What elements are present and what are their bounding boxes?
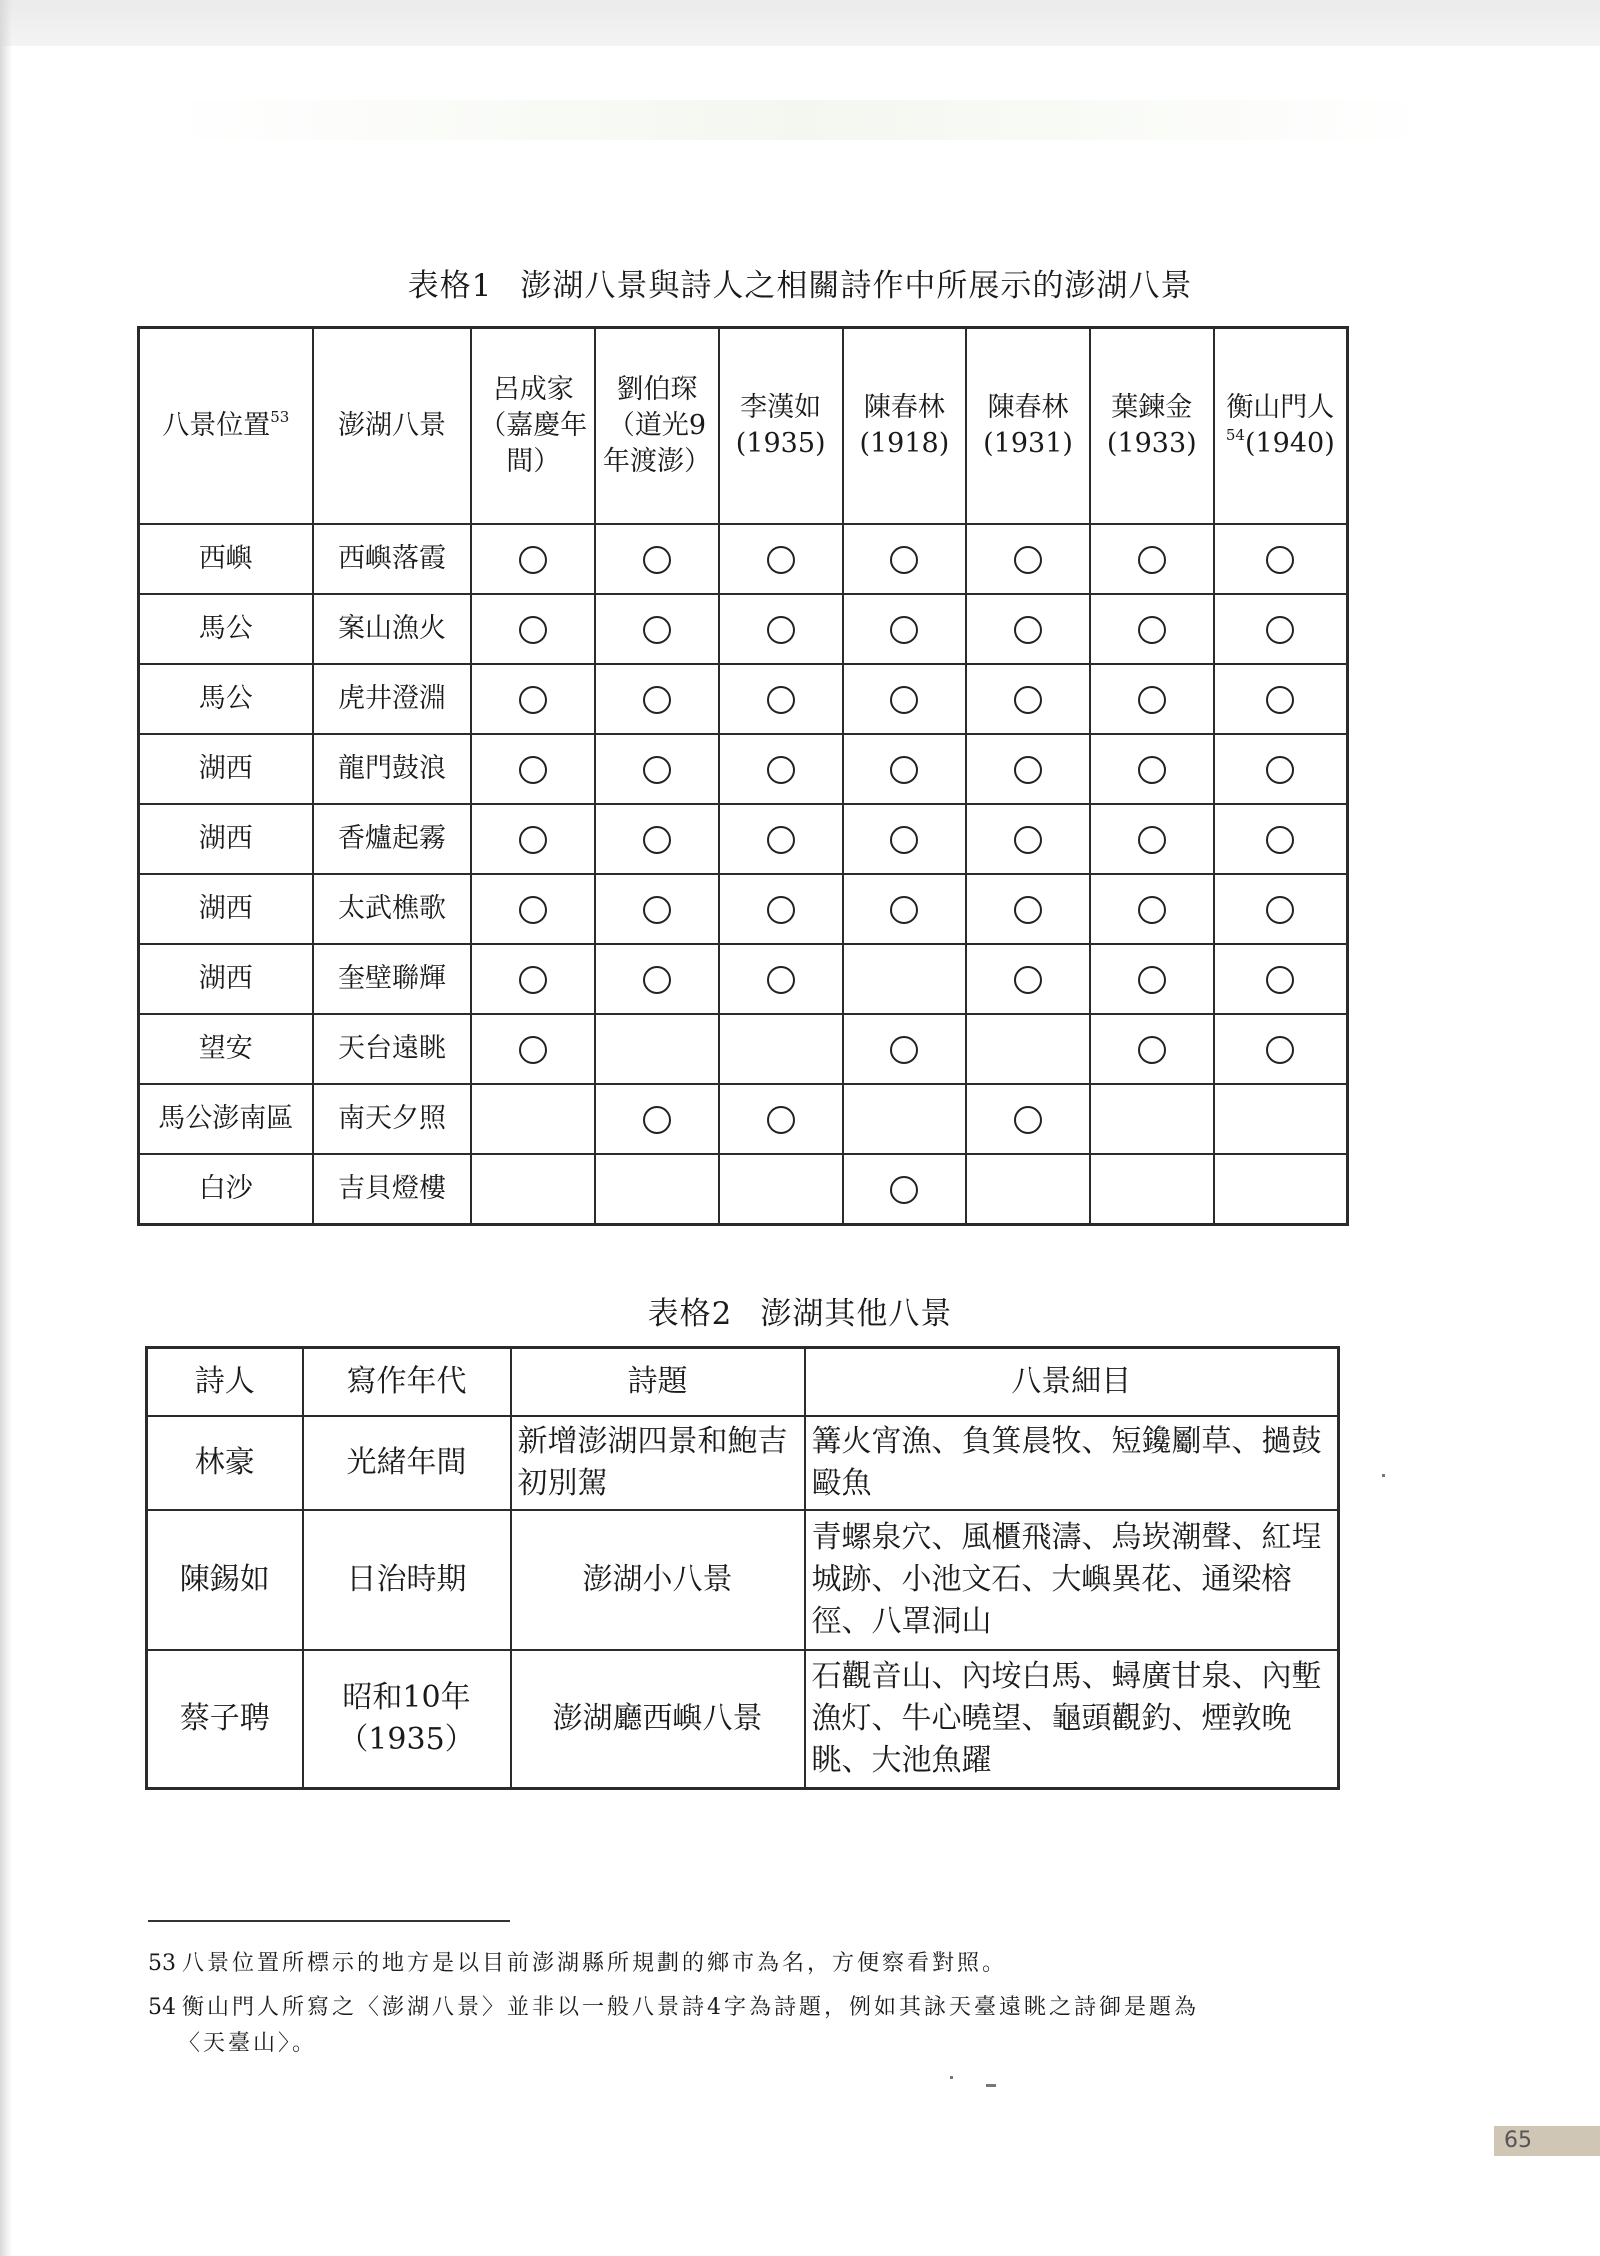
table-row xyxy=(139,1084,1348,1154)
circle-mark-icon xyxy=(890,546,918,574)
table-row xyxy=(139,1014,1348,1084)
cell-mark xyxy=(595,804,719,874)
cell-mark xyxy=(719,944,843,1014)
footnote-ref-53: 53 xyxy=(270,408,290,426)
circle-mark-icon xyxy=(890,1176,918,1204)
table2-header-row xyxy=(147,1348,1339,1417)
circle-mark-icon xyxy=(767,1106,795,1134)
cell-mark xyxy=(1090,1014,1214,1084)
table2 xyxy=(145,1346,1340,1790)
cell-mark xyxy=(719,1014,843,1084)
cell-location: 湖西 xyxy=(139,734,313,804)
circle-mark-icon xyxy=(1266,1036,1294,1064)
cell-mark xyxy=(471,524,595,594)
circle-mark-icon xyxy=(519,546,547,574)
cell-mark xyxy=(843,734,967,804)
header-poet-7 xyxy=(1214,328,1348,525)
table-row xyxy=(147,1416,1339,1510)
table1-caption-label: 表格1 xyxy=(407,268,493,304)
circle-mark-icon xyxy=(1014,966,1042,994)
scan-speck xyxy=(950,2076,953,2079)
circle-mark-icon xyxy=(767,616,795,644)
cell-scene: 龍門鼓浪 xyxy=(313,734,472,804)
circle-mark-icon xyxy=(767,966,795,994)
table-row xyxy=(139,594,1348,664)
cell-mark xyxy=(1090,804,1214,874)
circle-mark-icon xyxy=(890,616,918,644)
circle-mark-icon xyxy=(1014,826,1042,854)
cell-mark xyxy=(595,1154,719,1225)
cell-mark xyxy=(1214,524,1348,594)
header-poet-6 xyxy=(1090,328,1214,525)
cell-mark xyxy=(595,734,719,804)
circle-mark-icon xyxy=(767,896,795,924)
cell-location: 湖西 xyxy=(139,804,313,874)
cell-mark xyxy=(966,1154,1090,1225)
table-row xyxy=(139,1154,1348,1225)
footnote-54-text: 衡山門人所寫之〈澎湖八景〉並非以一般八景詩4字為詩題，例如其詠天臺遠眺之詩御是題為 xyxy=(182,1995,1200,2020)
cell-mark xyxy=(843,944,967,1014)
cell-mark xyxy=(595,874,719,944)
cell-mark xyxy=(1090,1084,1214,1154)
cell-mark xyxy=(471,1084,595,1154)
header-poet-4 xyxy=(843,328,967,525)
cell-poet: 蔡子聘 xyxy=(147,1650,303,1789)
footnote-54-number: 54 xyxy=(148,1995,176,2020)
cell-mark xyxy=(595,1014,719,1084)
cell-mark xyxy=(471,594,595,664)
circle-mark-icon xyxy=(1138,826,1166,854)
circle-mark-icon xyxy=(643,1106,671,1134)
page-number: 65 xyxy=(1494,2126,1600,2156)
header-poet-1-text: 呂成家（嘉慶年間） xyxy=(479,374,588,477)
cell-mark xyxy=(595,524,719,594)
cell-mark xyxy=(1090,664,1214,734)
cell-mark xyxy=(1214,944,1348,1014)
cell-mark xyxy=(1214,1014,1348,1084)
cell-mark xyxy=(843,874,967,944)
header-poet-7-text: 衡山門人 xyxy=(1226,392,1335,423)
scan-left-edge xyxy=(0,0,12,2256)
cell-mark xyxy=(719,664,843,734)
header-poet-2 xyxy=(595,328,719,525)
cell-mark xyxy=(966,664,1090,734)
table1-header-row xyxy=(139,328,1348,525)
cell-era: 日治時期 xyxy=(303,1510,511,1650)
cell-mark xyxy=(471,1154,595,1225)
cell-location: 馬公 xyxy=(139,594,313,664)
scan-bleed-shadow xyxy=(160,100,1440,140)
scan-speck xyxy=(986,2084,996,2087)
header-poet-3-text: 李漢如(1935) xyxy=(735,392,826,459)
cell-items: 篝火宵漁、負箕晨牧、短鑱劚草、撾鼓毆魚 xyxy=(805,1416,1339,1510)
cell-items: 青螺泉穴、風櫃飛濤、烏崁潮聲、紅埕城跡、小池文石、大嶼異花、通梁榕徑、八罩洞山 xyxy=(805,1510,1339,1650)
header-poet-5 xyxy=(966,328,1090,525)
header-title-text: 詩題 xyxy=(627,1364,688,1399)
circle-mark-icon xyxy=(1014,756,1042,784)
circle-mark-icon xyxy=(1266,966,1294,994)
circle-mark-icon xyxy=(1138,616,1166,644)
footnote-54 xyxy=(148,1988,1388,2028)
circle-mark-icon xyxy=(1014,686,1042,714)
cell-mark xyxy=(966,594,1090,664)
table-row xyxy=(139,524,1348,594)
table2-caption xyxy=(0,1288,1600,1333)
cell-mark xyxy=(1214,804,1348,874)
header-poet-3 xyxy=(719,328,843,525)
header-location xyxy=(139,328,313,525)
circle-mark-icon xyxy=(519,756,547,784)
circle-mark-icon xyxy=(1138,896,1166,924)
cell-scene: 太武樵歌 xyxy=(313,874,472,944)
circle-mark-icon xyxy=(519,686,547,714)
cell-location: 望安 xyxy=(139,1014,313,1084)
cell-scene: 香爐起霧 xyxy=(313,804,472,874)
cell-mark xyxy=(471,664,595,734)
header-poet-1 xyxy=(471,328,595,525)
header-scene xyxy=(313,328,472,525)
circle-mark-icon xyxy=(643,896,671,924)
cell-mark xyxy=(843,1154,967,1225)
header-poet-6-text: 葉鍊金(1933) xyxy=(1106,392,1197,459)
table1-caption xyxy=(0,260,1600,305)
header-title xyxy=(511,1348,805,1417)
circle-mark-icon xyxy=(519,616,547,644)
circle-mark-icon xyxy=(643,756,671,784)
cell-poet: 林豪 xyxy=(147,1416,303,1510)
cell-mark xyxy=(843,804,967,874)
circle-mark-icon xyxy=(1138,546,1166,574)
circle-mark-icon xyxy=(890,826,918,854)
scan-top-band xyxy=(0,0,1600,46)
cell-mark xyxy=(843,524,967,594)
cell-mark xyxy=(719,734,843,804)
circle-mark-icon xyxy=(1014,1106,1042,1134)
cell-location: 白沙 xyxy=(139,1154,313,1225)
circle-mark-icon xyxy=(1266,686,1294,714)
cell-scene: 虎井澄淵 xyxy=(313,664,472,734)
circle-mark-icon xyxy=(643,826,671,854)
table1-caption-title: 澎湖八景與詩人之相關詩作中所展示的澎湖八景 xyxy=(520,268,1193,304)
circle-mark-icon xyxy=(1014,896,1042,924)
circle-mark-icon xyxy=(767,546,795,574)
table-row xyxy=(139,874,1348,944)
circle-mark-icon xyxy=(767,826,795,854)
cell-mark xyxy=(1090,1154,1214,1225)
cell-title: 澎湖廳西嶼八景 xyxy=(511,1650,805,1789)
header-era xyxy=(303,1348,511,1417)
table1 xyxy=(137,326,1349,1226)
cell-title: 新增澎湖四景和鮑吉初別駕 xyxy=(511,1416,805,1510)
circle-mark-icon xyxy=(890,1036,918,1064)
cell-mark xyxy=(843,1014,967,1084)
header-items-text: 八景細目 xyxy=(1011,1364,1132,1399)
cell-mark xyxy=(966,1014,1090,1084)
header-location-text: 八景位置 xyxy=(162,410,271,441)
cell-mark xyxy=(1090,734,1214,804)
table-row xyxy=(139,734,1348,804)
table-row xyxy=(139,944,1348,1014)
cell-scene: 西嶼落霞 xyxy=(313,524,472,594)
cell-mark xyxy=(471,944,595,1014)
footnote-53-text: 八景位置所標示的地方是以目前澎湖縣所規劃的鄉市為名，方便察看對照。 xyxy=(182,1951,1008,1976)
cell-mark xyxy=(719,1084,843,1154)
cell-mark xyxy=(719,524,843,594)
footnote-53-number: 53 xyxy=(148,1951,176,1976)
cell-scene: 南天夕照 xyxy=(313,1084,472,1154)
circle-mark-icon xyxy=(1014,616,1042,644)
circle-mark-icon xyxy=(1266,826,1294,854)
cell-mark xyxy=(595,1084,719,1154)
cell-scene: 案山漁火 xyxy=(313,594,472,664)
header-poet-text: 詩人 xyxy=(194,1364,255,1399)
cell-mark xyxy=(719,594,843,664)
table-row xyxy=(147,1650,1339,1789)
circle-mark-icon xyxy=(643,616,671,644)
cell-title: 澎湖小八景 xyxy=(511,1510,805,1650)
table2-caption-label: 表格2 xyxy=(647,1296,733,1332)
table-row xyxy=(147,1510,1339,1650)
header-poet-7-year: (1940) xyxy=(1244,428,1335,459)
cell-mark xyxy=(471,874,595,944)
circle-mark-icon xyxy=(1138,1036,1166,1064)
cell-mark xyxy=(966,874,1090,944)
circle-mark-icon xyxy=(643,546,671,574)
footnote-separator xyxy=(148,1920,510,1922)
footnote-ref-54: 54 xyxy=(1225,426,1245,444)
circle-mark-icon xyxy=(1266,546,1294,574)
cell-mark xyxy=(1214,594,1348,664)
cell-mark xyxy=(843,1084,967,1154)
cell-mark xyxy=(1214,1154,1348,1225)
circle-mark-icon xyxy=(643,966,671,994)
cell-mark xyxy=(595,594,719,664)
cell-items: 石觀音山、內垵白馬、蟳廣甘泉、內塹漁灯、牛心曉望、龜頭觀釣、煙敦晚眺、大池魚躍 xyxy=(805,1650,1339,1789)
header-poet-2-text: 劉伯琛（道光9年渡澎） xyxy=(602,374,711,477)
cell-mark xyxy=(843,594,967,664)
cell-mark xyxy=(719,804,843,874)
cell-mark xyxy=(966,734,1090,804)
cell-mark xyxy=(966,524,1090,594)
cell-mark xyxy=(471,804,595,874)
cell-mark xyxy=(719,1154,843,1225)
circle-mark-icon xyxy=(519,826,547,854)
header-scene-text: 澎湖八景 xyxy=(337,410,446,441)
circle-mark-icon xyxy=(1014,546,1042,574)
circle-mark-icon xyxy=(519,1036,547,1064)
circle-mark-icon xyxy=(767,686,795,714)
cell-mark xyxy=(966,944,1090,1014)
cell-mark xyxy=(843,664,967,734)
cell-location: 馬公澎南區 xyxy=(139,1084,313,1154)
cell-mark xyxy=(1214,874,1348,944)
cell-mark xyxy=(1214,664,1348,734)
table-row xyxy=(139,664,1348,734)
cell-mark xyxy=(1214,734,1348,804)
cell-mark xyxy=(595,944,719,1014)
cell-location: 湖西 xyxy=(139,944,313,1014)
circle-mark-icon xyxy=(767,756,795,784)
cell-scene: 天台遠眺 xyxy=(313,1014,472,1084)
cell-scene: 奎壁聯輝 xyxy=(313,944,472,1014)
cell-mark xyxy=(1214,1084,1348,1154)
circle-mark-icon xyxy=(1138,756,1166,784)
circle-mark-icon xyxy=(1266,896,1294,924)
header-poet xyxy=(147,1348,303,1417)
cell-mark xyxy=(719,874,843,944)
cell-location: 西嶼 xyxy=(139,524,313,594)
circle-mark-icon xyxy=(890,896,918,924)
cell-mark xyxy=(1090,874,1214,944)
cell-mark xyxy=(966,1084,1090,1154)
circle-mark-icon xyxy=(890,756,918,784)
cell-mark xyxy=(1090,944,1214,1014)
cell-scene: 吉貝燈樓 xyxy=(313,1154,472,1225)
cell-mark xyxy=(1090,524,1214,594)
cell-mark xyxy=(966,804,1090,874)
circle-mark-icon xyxy=(519,896,547,924)
cell-mark xyxy=(471,734,595,804)
cell-poet: 陳錫如 xyxy=(147,1510,303,1650)
circle-mark-icon xyxy=(1266,616,1294,644)
cell-location: 馬公 xyxy=(139,664,313,734)
cell-era: 光緒年間 xyxy=(303,1416,511,1510)
header-poet-5-text: 陳春林(1931) xyxy=(983,392,1073,459)
cell-era: 昭和10年（1935） xyxy=(303,1650,511,1789)
circle-mark-icon xyxy=(1138,966,1166,994)
circle-mark-icon xyxy=(1138,686,1166,714)
circle-mark-icon xyxy=(643,686,671,714)
cell-mark xyxy=(1090,594,1214,664)
circle-mark-icon xyxy=(1266,756,1294,784)
header-items xyxy=(805,1348,1339,1417)
cell-mark xyxy=(471,1014,595,1084)
table2-caption-title: 澎湖其他八景 xyxy=(760,1296,953,1332)
cell-location: 湖西 xyxy=(139,874,313,944)
circle-mark-icon xyxy=(890,686,918,714)
header-poet-4-text: 陳春林(1918) xyxy=(859,392,950,459)
circle-mark-icon xyxy=(519,966,547,994)
table-row xyxy=(139,804,1348,874)
header-era-text: 寫作年代 xyxy=(346,1364,467,1399)
footnote-54-continuation: 〈天臺山〉。 xyxy=(178,2031,318,2056)
footnote-53 xyxy=(148,1944,1388,1984)
scan-speck xyxy=(1382,1474,1385,1477)
cell-mark xyxy=(595,664,719,734)
